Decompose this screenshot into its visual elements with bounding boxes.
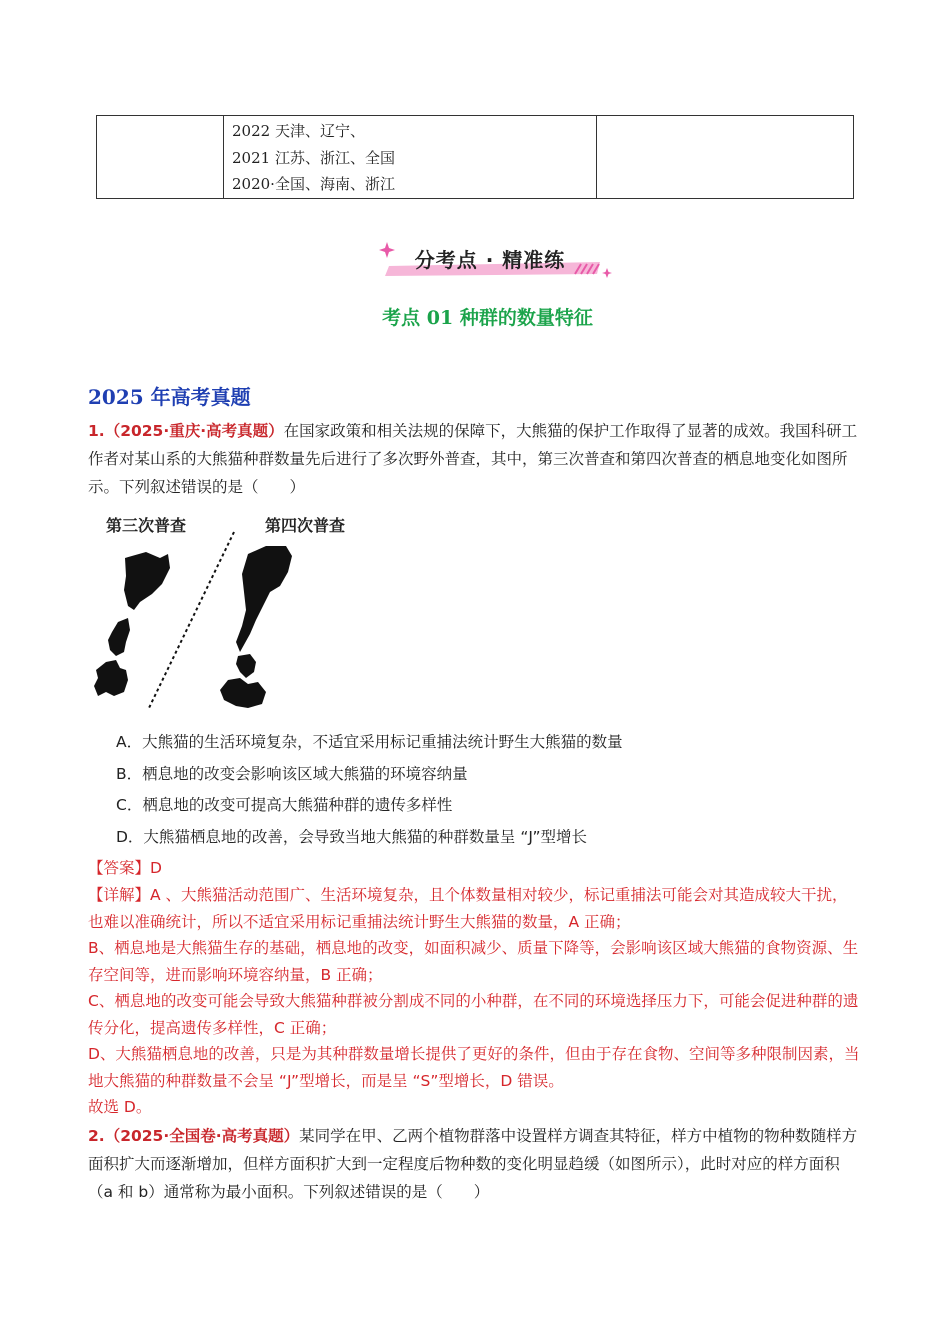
- table-cell-empty: [597, 116, 854, 199]
- table-line: 2020·全国、海南、浙江: [232, 175, 395, 193]
- question-number: 1.: [88, 422, 105, 440]
- question-1-stem: [88, 417, 863, 501]
- table-cell-empty: [97, 116, 224, 199]
- banner-text: 分考点 · 精准练: [414, 248, 566, 272]
- habitat-map: [88, 510, 388, 715]
- habitat-figure: [88, 510, 388, 715]
- option-a: A．大熊猫的生活环境复杂，不适宜采用标记重捕法统计野生大熊猫的数量: [116, 733, 623, 751]
- option-c: C．栖息地的改变可提高大熊猫种群的遗传多样性: [116, 796, 453, 814]
- question-source: （2025·全国卷·高考真题）: [104, 1127, 300, 1145]
- explanation-b: B、栖息地是大熊猫生存的基础，栖息地的改变，如面积减少、质量下降等，会影响该区域大熊猫的食物资源、生存空间等，进而影响环境容纳量，B 正确；: [88, 939, 859, 984]
- question-number: 2.: [88, 1127, 105, 1145]
- question-2-stem: [88, 1122, 863, 1206]
- option-d: D．大熊猫栖息地的改善，会导致当地大熊猫的种群数量呈 “J”型增长: [116, 828, 588, 846]
- option-b: B．栖息地的改变会影响该区域大熊猫的环境容纳量: [116, 765, 468, 783]
- table-line: 2021 江苏、浙江、全国: [232, 148, 395, 167]
- table-cell-years: [224, 116, 597, 199]
- exam-years-table: [96, 115, 854, 199]
- section-banner: [375, 238, 615, 282]
- figure-label-third: 第三次普查: [106, 516, 187, 535]
- conclusion: 故选 D。: [88, 1098, 152, 1116]
- explanation-d: D、大熊猫栖息地的改善，只是为其种群数量增长提供了更好的条件，但由于存在食物、空间等多种限制因素，当地大熊猫的种群数量不会呈 “J”型增长，而是呈 “S”型增长，D 错误。: [88, 1045, 860, 1090]
- question-text: 在国家政策和相关法规的保障下，大熊猫的保护工作取得了显著的成效。我国科研工作者对某山系的大熊猫种群数量先后进行了多次野外普查，其中，第三次普查和第四次普查的栖息地变化如图所示。下列叙述错误的是（ ）: [88, 422, 858, 496]
- question-source: （2025·重庆·高考真题）: [104, 422, 284, 440]
- explanation-a: 【详解】A 、大熊猫活动范围广、生活环境复杂，且个体数量相对较少，标记重捕法可能会对其造成较大干扰，也难以准确统计，所以不适宜采用标记重捕法统计野生大熊猫的数量，A 正确；: [88, 886, 848, 931]
- explanation-c: C、栖息地的改变可能会导致大熊猫种群被分割成不同的小种群，在不同的环境选择压力下，可能会促进种群的遗传分化，提高遗传多样性，C 正确；: [88, 992, 859, 1037]
- answer: 【答案】D: [88, 859, 162, 877]
- question-text: 某同学在甲、乙两个植物群落中设置样方调查其特征，样方中植物的物种数随样方面积扩大而逐渐增加，但样方面积扩大到一定程度后物种数的变化明显趋缓（如图所示），此时对应的样方面积（a 和 b）通常称为最小面积。下列叙述错误的是（ ）: [88, 1127, 858, 1201]
- year-title: 2025 年高考真题: [88, 385, 251, 409]
- section-title: 考点 01 种群的数量特征: [382, 307, 593, 329]
- table-line: 2022 天津、辽宁、: [232, 122, 365, 140]
- figure-label-fourth: 第四次普查: [265, 516, 346, 535]
